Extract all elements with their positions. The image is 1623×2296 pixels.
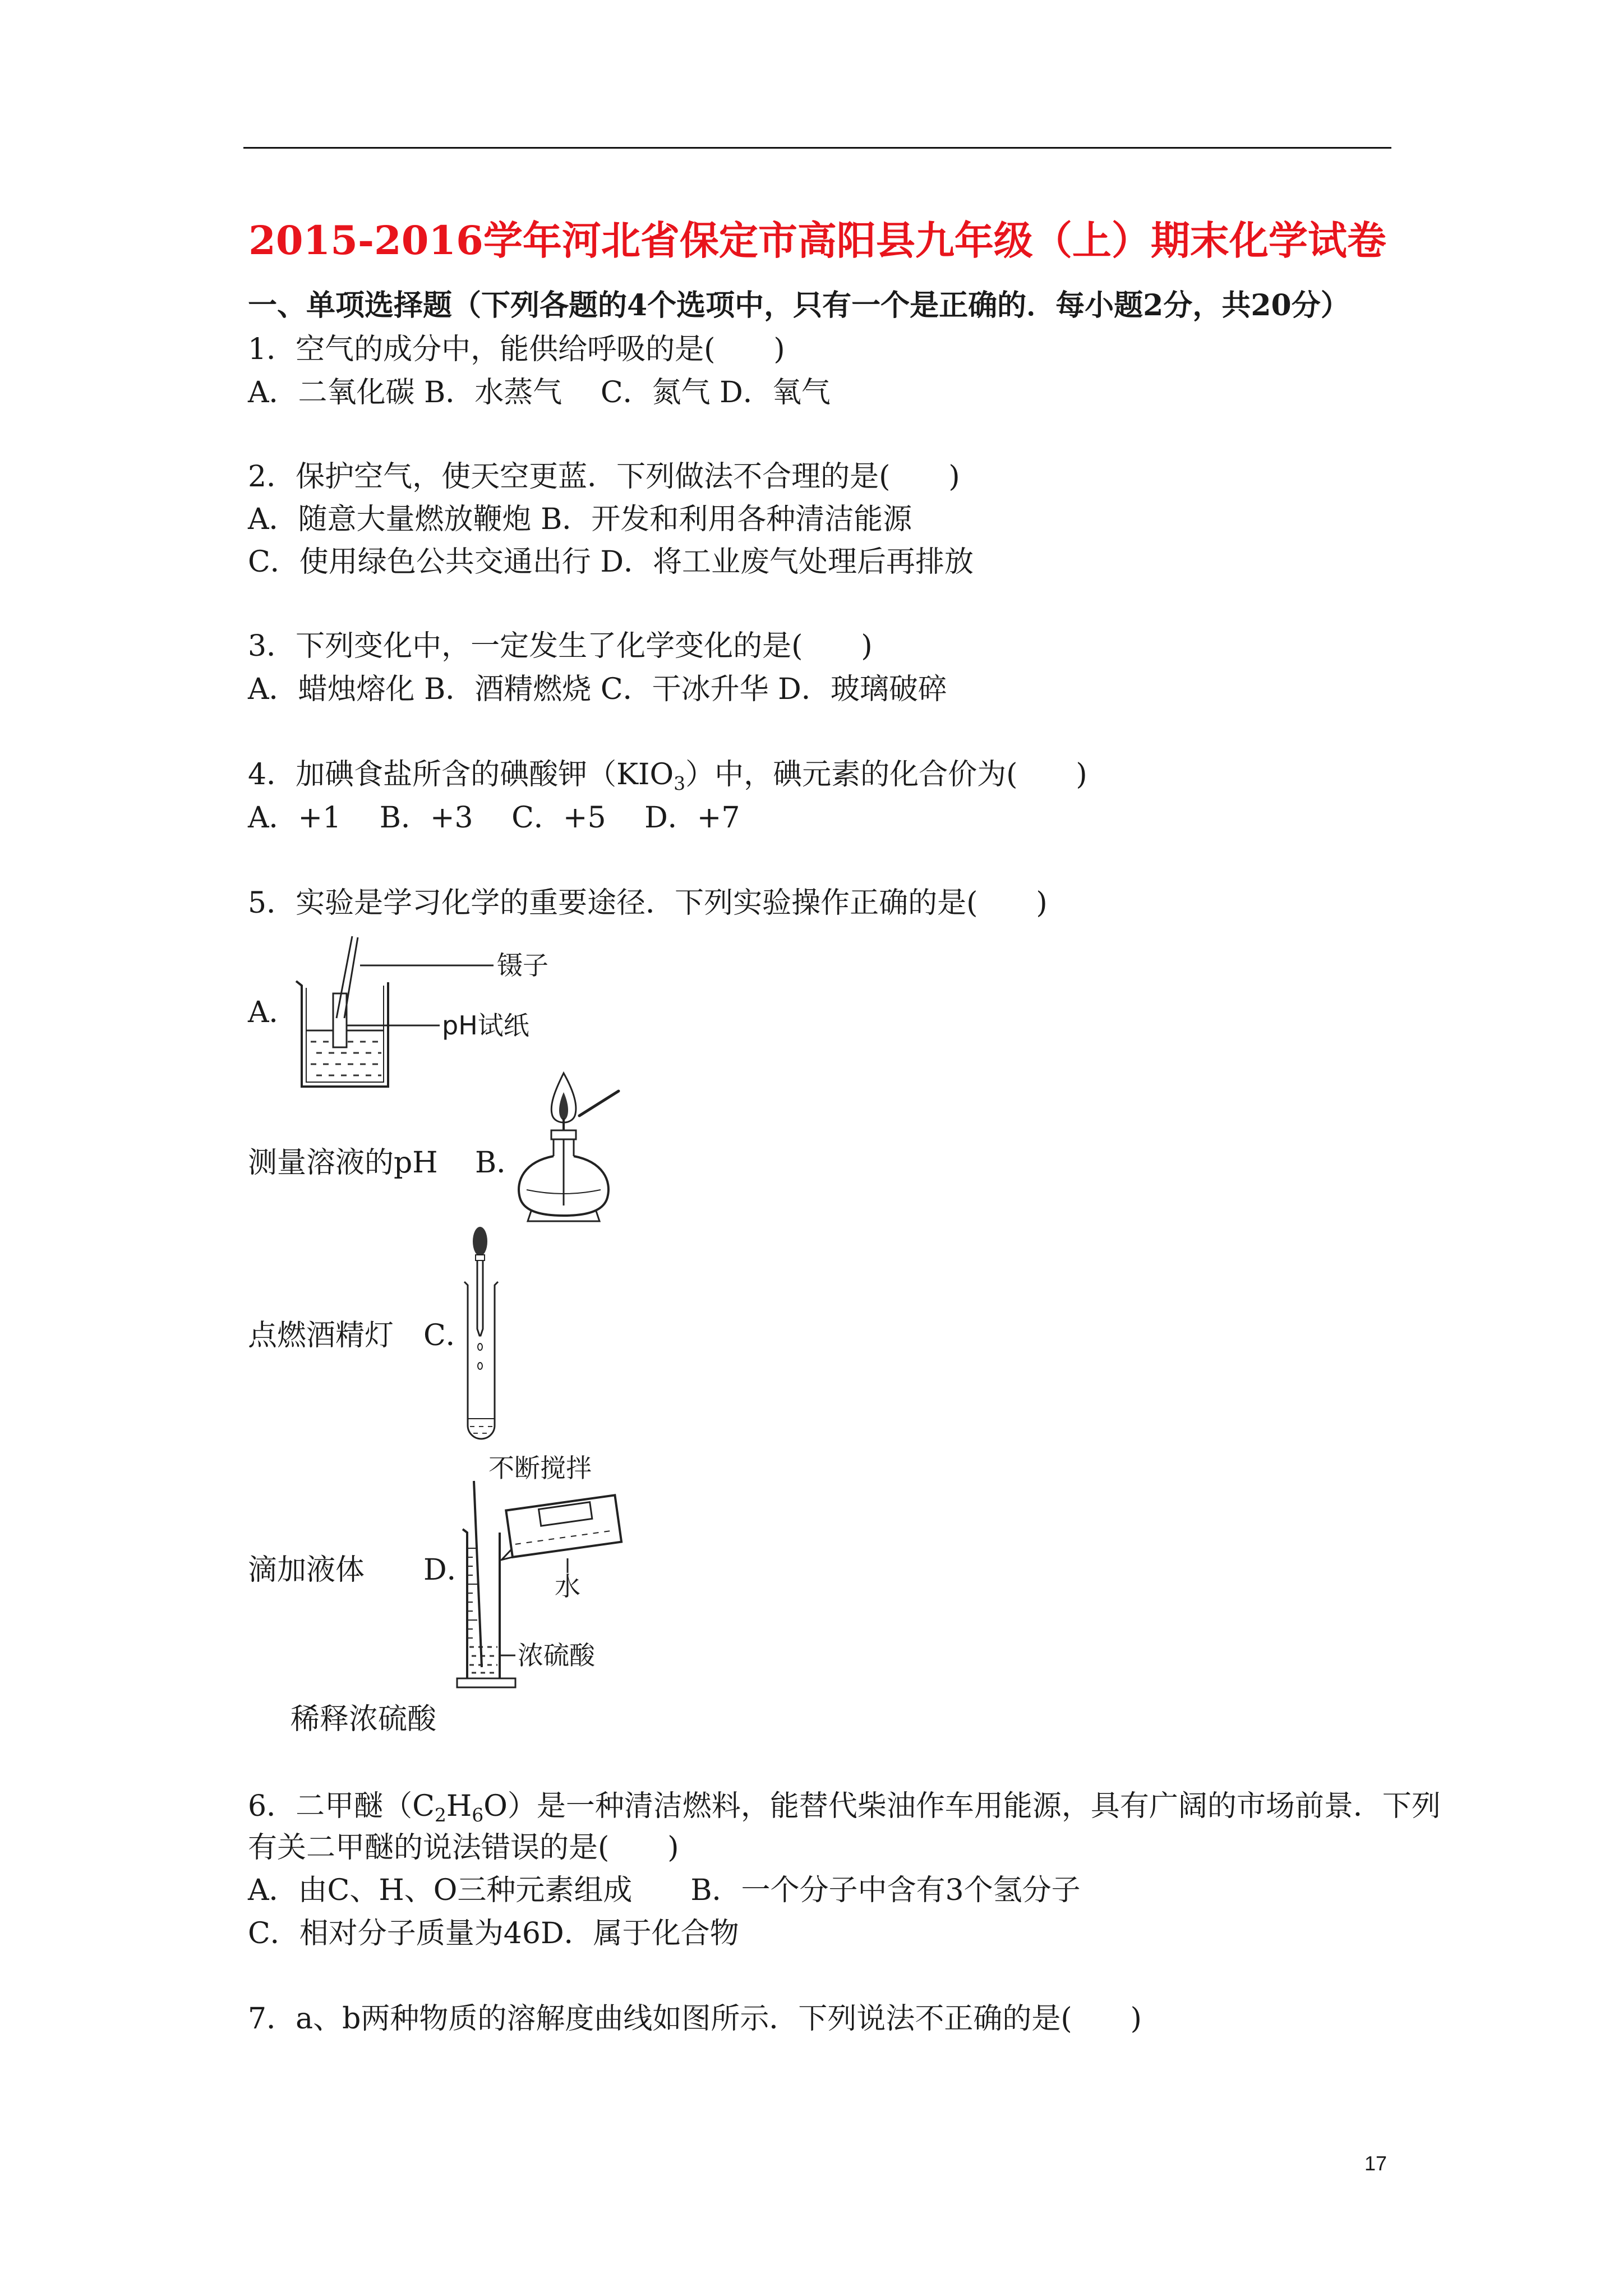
question-7-stem: 7．a、b两种物质的溶解度曲线如图所示．下列说法不正确的是( ) — [248, 2002, 1142, 2036]
water-label: 水 — [555, 1571, 580, 1602]
option-a-letter: A． — [248, 996, 298, 1029]
liquid — [470, 1427, 492, 1433]
question-2-stem: 2．保护空气，使天空更蓝．下列做法不合理的是( ) — [248, 460, 960, 494]
question-1-stem: 1．空气的成分中，能供给呼吸的是( ) — [248, 333, 785, 366]
page-number: 17 — [1364, 2152, 1387, 2175]
acid-in-cylinder — [469, 1647, 497, 1673]
question-2-options-line-1: A．随意大量燃放鞭炮 B．开发和利用各种清洁能源 — [248, 503, 912, 536]
tweezers — [336, 936, 358, 1018]
question-3-options: A．蜡烛熔化 B．酒精燃烧 C．干冰升华 D．玻璃破碎 — [248, 673, 947, 706]
test-tube — [464, 1282, 498, 1439]
header-rule — [243, 147, 1391, 149]
question-6-stem-text: H — [446, 1789, 472, 1823]
option-a-caption: 测量溶液的pH — [248, 1146, 438, 1180]
measuring-cylinder — [457, 1529, 515, 1687]
question-6-stem — [248, 1785, 1441, 1831]
wick-holder — [551, 1130, 576, 1139]
section-heading: 一、单项选择题（下列各题的4个选项中，只有一个是正确的．每小题2分，共20分） — [248, 288, 1350, 323]
option-b-caption: 点燃酒精灯 — [248, 1319, 394, 1352]
acid-label: 浓硫酸 — [518, 1640, 595, 1671]
tweezers-label: 镊子 — [497, 950, 548, 981]
question-4-options: A．+1 B．+3 C．+5 D．+7 — [248, 801, 740, 835]
stir-label: 不断搅拌 — [488, 1453, 592, 1483]
dropper-test-tube-figure — [449, 1225, 510, 1446]
option-d-caption: 稀释浓硫酸 — [291, 1703, 437, 1736]
question-4-stem-text: 4．加碘食盐所含的碘酸钾（KIO — [248, 758, 674, 792]
alcohol-lamp-figure — [508, 1057, 625, 1228]
question-2-options-line-2: C．使用绿色公共交通出行 D．将工业废气处理后再排放 — [248, 545, 974, 579]
question-6-stem-text: O）是一种清洁燃料，能替代柴油作车用能源，具有广阔的市场前景．下列 — [483, 1789, 1441, 1823]
question-6-stem-text: 6．二甲醚（C — [248, 1789, 435, 1823]
match-stick — [579, 1091, 619, 1116]
subscript: 2 — [434, 1804, 446, 1826]
subscript: 6 — [472, 1804, 484, 1826]
question-6-options-line-1: A．由C、H、O三种元素组成 B．一个分子中含有3个氢分子 — [248, 1874, 1081, 1907]
subscript: 3 — [674, 772, 686, 794]
option-d-letter: D． — [423, 1553, 476, 1587]
dropper-tube — [477, 1260, 483, 1336]
option-b-letter: B． — [475, 1146, 526, 1180]
flame-inner — [559, 1092, 568, 1120]
dilute-sulfuric-acid-figure — [457, 1447, 637, 1697]
drop — [478, 1363, 482, 1369]
dropper-collar — [476, 1255, 485, 1260]
question-4-stem-text: ）中，碘元素的化合价为( ) — [685, 758, 1087, 792]
page-title: 2015-2016学年河北省保定市高阳县九年级（上）期末化学试卷 — [248, 217, 1386, 264]
option-c-caption: 滴加液体 — [248, 1553, 365, 1587]
drop — [478, 1343, 482, 1350]
question-5-stem: 5．实验是学习化学的重要途径．下列实验操作正确的是( ) — [248, 886, 1048, 920]
question-1-options: A．二氧化碳 B．水蒸气 C．氮气 D．氧气 — [248, 376, 831, 409]
ph-paper-label: pH试纸 — [442, 1010, 529, 1041]
question-3-stem: 3．下列变化中，一定发生了化学变化的是( ) — [248, 629, 873, 663]
dropper-bulb — [473, 1227, 487, 1256]
glass-rod — [474, 1481, 482, 1667]
pouring-beaker — [495, 1495, 621, 1559]
question-6-stem-line-2: 有关二甲醚的说法错误的是( ) — [248, 1831, 679, 1865]
question-6-options-line-2: C．相对分子质量为46D．属于化合物 — [248, 1917, 739, 1950]
option-c-letter: C． — [423, 1319, 475, 1352]
question-4-stem — [248, 753, 1087, 799]
